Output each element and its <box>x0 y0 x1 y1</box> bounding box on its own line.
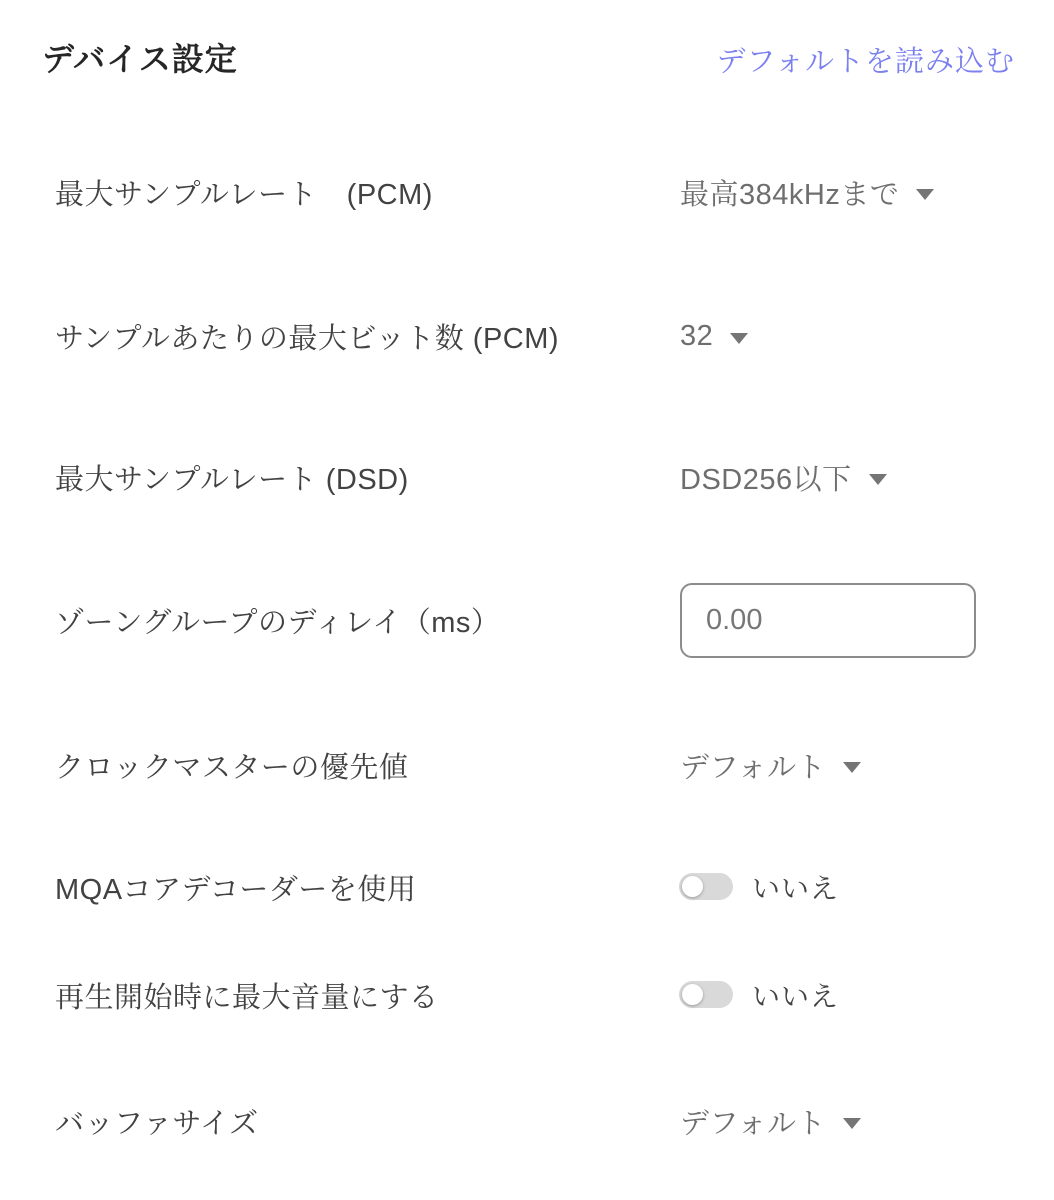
setting-row-clock-master-priority <box>0 745 1054 785</box>
setting-row-max-sample-rate-dsd <box>0 457 1054 497</box>
setting-row-max-bits-per-sample-pcm <box>0 316 1054 356</box>
dropdown-selected-value: 最高384kHzまで <box>680 178 900 211</box>
toggle-knob <box>682 984 703 1005</box>
setting-label: クロックマスターの優先値 <box>55 751 409 784</box>
chevron-down-icon <box>869 474 887 485</box>
toggle-state-label: いいえ <box>752 873 840 904</box>
dropdown-selected-value: 32 <box>680 319 714 352</box>
max-volume-on-playback-toggle[interactable] <box>679 981 733 1008</box>
max-bits-per-sample-dropdown[interactable] <box>680 320 748 353</box>
setting-label: バッファサイズ <box>55 1107 259 1140</box>
page-title: デバイス設定 <box>42 41 238 77</box>
zone-group-delay-input[interactable] <box>680 583 976 658</box>
dropdown-selected-value: デフォルト <box>680 1107 827 1140</box>
max-sample-rate-dsd-dropdown[interactable] <box>680 457 887 498</box>
mqa-core-decoder-toggle[interactable] <box>679 873 733 900</box>
clock-master-priority-dropdown[interactable] <box>680 745 861 786</box>
setting-label: サンプルあたりの最大ビット数 (PCM) <box>55 322 560 355</box>
setting-label: 最大サンプルレート (DSD) <box>55 463 409 496</box>
setting-row-mqa-core-decoder <box>0 867 1054 907</box>
chevron-down-icon <box>843 1118 861 1129</box>
setting-label: MQAコアデコーダーを使用 <box>55 873 417 906</box>
toggle-knob <box>682 876 703 897</box>
setting-label: ゾーングループのディレイ（ms） <box>55 607 501 639</box>
load-defaults-link[interactable]: デフォルトを読み込む <box>716 46 1015 78</box>
setting-row-zone-group-delay <box>0 583 1054 658</box>
dropdown-selected-value: デフォルト <box>680 751 827 784</box>
setting-label: 再生開始時に最大音量にする <box>55 981 439 1014</box>
setting-row-max-sample-rate-pcm <box>0 172 1054 212</box>
max-sample-rate-pcm-dropdown[interactable] <box>680 172 934 213</box>
toggle-state-label: いいえ <box>752 981 840 1012</box>
setting-row-max-volume-on-playback <box>0 975 1054 1015</box>
chevron-down-icon <box>843 762 861 773</box>
setting-row-buffer-size <box>0 1101 1054 1141</box>
dropdown-selected-value: DSD256以下 <box>680 463 852 496</box>
buffer-size-dropdown[interactable] <box>680 1101 861 1142</box>
chevron-down-icon <box>916 189 934 200</box>
chevron-down-icon <box>730 333 748 344</box>
setting-label: 最大サンプルレート (PCM) <box>55 178 433 211</box>
